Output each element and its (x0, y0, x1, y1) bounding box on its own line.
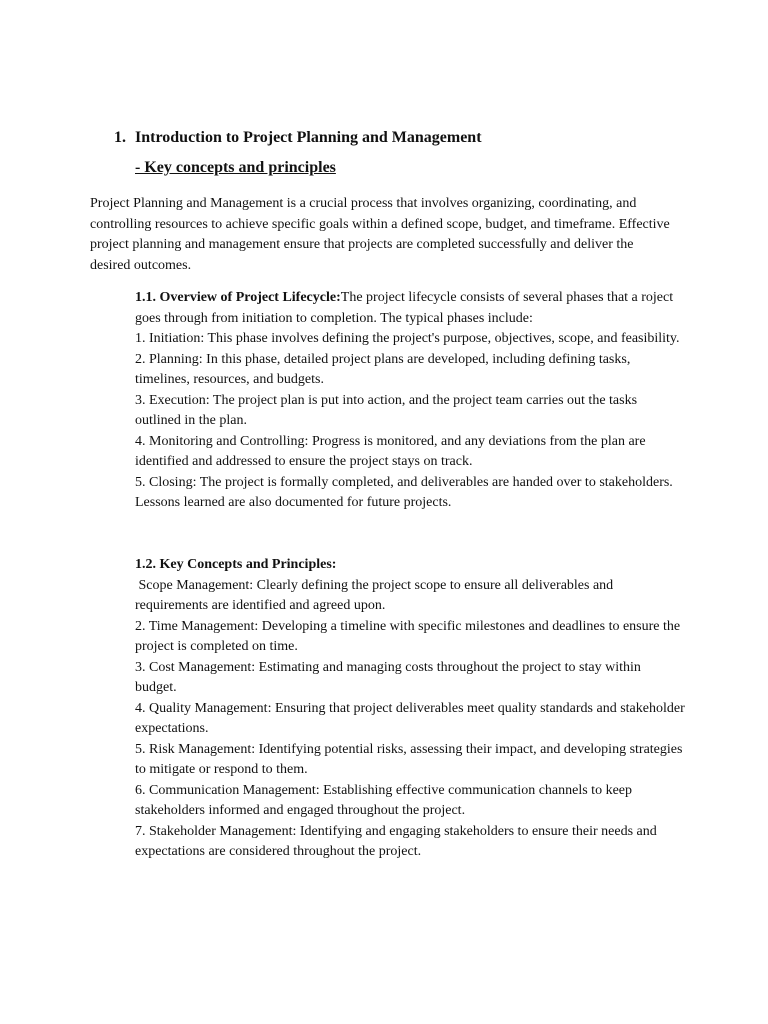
lifecycle-section-title: 1.1. Overview of Project Lifecycle: (135, 290, 341, 305)
list-item: 6. Communication Management: Establishing effective communication channels to keep stakeholders informed and engaged throughout the project. (135, 782, 632, 818)
list-item: 5. Closing: The project is formally completed, and deliverables are handed over to stakeholders. Lessons learned are also documented for future projects. (135, 474, 673, 510)
list-item: 4. Quality Management: Ensuring that project deliverables meet quality standards and stakeholder expectations. (135, 700, 685, 736)
key-concepts-title: 1.2. Key Concepts and Principles: (135, 557, 337, 572)
list-item: 2. Time Management: Developing a timeline with specific milestones and deadlines to ensure the project is completed on time. (135, 618, 681, 654)
list-item: Scope Management: Clearly defining the project scope to ensure all deliverables and requirements are identified and agreed upon. (135, 577, 617, 613)
list-item: 1. Initiation: This phase involves defining the project's purpose, objectives, scope, and feasibility. (135, 331, 680, 346)
list-item: 3. Execution: The project plan is put into action, and the project team carries out the tasks outlined in the plan. (135, 392, 638, 428)
heading-number: 1. (114, 129, 126, 146)
list-item: 7. Stakeholder Management: Identifying and engaging stakeholders to ensure their needs and expectations are considered throughout the project. (135, 823, 657, 859)
subheading: - Key concepts and principles (135, 159, 336, 176)
list-item: 2. Planning: In this phase, detailed project plans are developed, including defining tasks, timelines, resources, and budgets. (135, 351, 631, 387)
section-heading (114, 128, 482, 148)
lifecycle-section (135, 288, 685, 514)
list-item: 5. Risk Management: Identifying potential risks, assessing their impact, and developing strategies to mitigate or respond to them. (135, 741, 683, 777)
key-concepts-section (135, 555, 685, 863)
list-item: 3. Cost Management: Estimating and managing costs throughout the project to stay within budget. (135, 659, 641, 695)
heading-title: Introduction to Project Planning and Management (135, 129, 482, 146)
list-item: 4. Monitoring and Controlling: Progress is monitored, and any deviations from the plan are identified and addressed to ensure the project stays on track. (135, 433, 646, 469)
lifecycle-intro-line (135, 288, 685, 329)
lifecycle-intro-text: The project lifecycle consists of several phases that a roject goes through from initiation to completion. The typical phases include: (135, 290, 674, 326)
intro-paragraph: Project Planning and Management is a crucial process that involves organizing, coordinating, and controlling resources to achieve specific goals within a defined scope, budget, and timeframe. Effective project planning and management ensure that projects are completed successfully and deliver the desired outcomes. (90, 196, 670, 273)
